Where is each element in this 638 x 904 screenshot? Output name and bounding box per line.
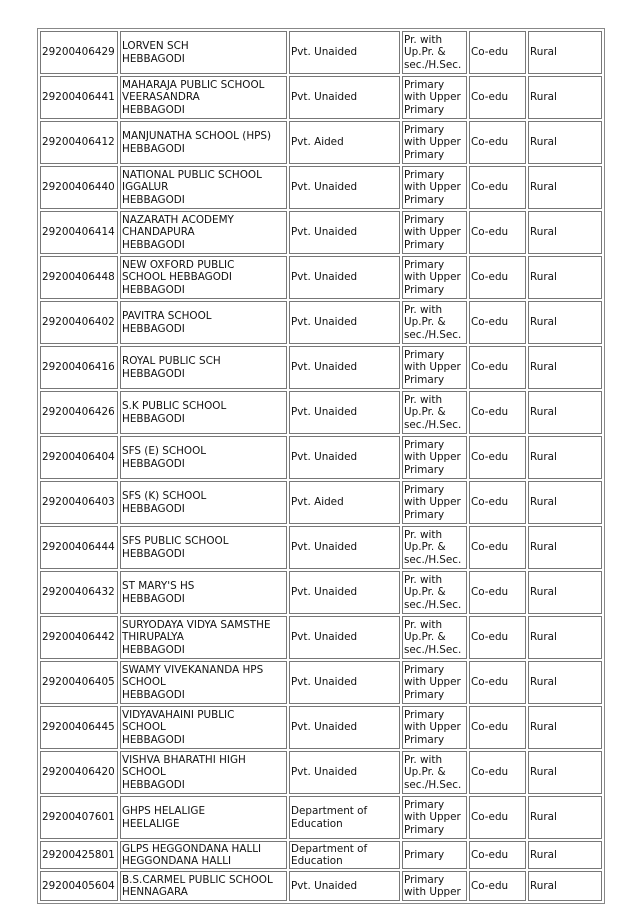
table-row — [40, 31, 602, 74]
school-code-cell: 29200406405 — [40, 661, 118, 704]
school-type-cell: Co-edu — [469, 31, 526, 74]
area-cell: Rural — [528, 31, 602, 74]
area-cell: Rural — [528, 436, 602, 479]
school-category-line: Primary — [404, 103, 445, 116]
school-category-line: with Upper — [404, 136, 461, 149]
school-name-line: HEBBAGODI — [122, 547, 185, 560]
school-name-line: VISHVA BHARATHI HIGH — [122, 753, 246, 766]
school-category-cell — [402, 526, 467, 569]
management-cell — [289, 616, 400, 659]
school-category-line: with Upper — [404, 271, 461, 284]
area-cell: Rural — [528, 706, 602, 749]
management-line: Pvt. Unaided — [291, 91, 358, 104]
school-category-line: Primary — [404, 283, 445, 296]
management-line: Pvt. Unaided — [291, 181, 358, 194]
management-line: Education — [291, 855, 343, 867]
area-cell: Rural — [528, 841, 602, 869]
area-cell: Rural — [528, 76, 602, 119]
table-row — [40, 211, 602, 254]
school-category-line: sec./H.Sec. — [404, 58, 462, 71]
school-name-line: HEBBAGODI — [122, 457, 185, 470]
management-line: Pvt. Unaided — [291, 451, 358, 464]
management-line: Education — [291, 817, 343, 830]
school-category-line: Up.Pr. & — [404, 46, 446, 59]
school-code-cell: 29200406404 — [40, 436, 118, 479]
school-category-line: Primary — [404, 483, 445, 496]
management-cell — [289, 706, 400, 749]
school-name-line: SCHOOL — [122, 721, 166, 734]
area-cell: Rural — [528, 256, 602, 299]
school-category-line: Pr. with — [404, 753, 443, 766]
school-category-line: Primary — [404, 823, 445, 836]
school-name-line: HEBBAGODI — [122, 592, 185, 605]
school-code-cell: 29200406429 — [40, 31, 118, 74]
school-name-line: SCHOOL — [122, 766, 166, 779]
table-row — [40, 751, 602, 794]
management-line: Pvt. Unaided — [291, 879, 358, 892]
management-cell — [289, 796, 400, 839]
school-category-cell — [402, 841, 467, 869]
school-category-line: Primary — [404, 848, 445, 861]
school-type-cell: Co-edu — [469, 211, 526, 254]
school-name-line: B.S.CARMEL PUBLIC SCHOOL — [122, 873, 273, 886]
school-name-line: SWAMY VIVEKANANDA HPS — [122, 663, 264, 676]
school-category-line: Primary — [404, 193, 445, 206]
school-category-line: Primary — [404, 663, 445, 676]
school-code-cell: 29200406420 — [40, 751, 118, 794]
table-row — [40, 436, 602, 479]
school-code-cell: 29200406444 — [40, 526, 118, 569]
school-name-line: SCHOOL HEBBAGODI — [122, 271, 232, 284]
area-cell: Rural — [528, 121, 602, 164]
table-row — [40, 481, 602, 524]
school-category-line: Up.Pr. & — [404, 541, 446, 554]
area-cell: Rural — [528, 481, 602, 524]
school-code-cell: 29200406412 — [40, 121, 118, 164]
school-name-line: HEBBAGODI — [122, 688, 185, 701]
school-category-line: Pr. with — [404, 528, 443, 541]
management-line: Pvt. Unaided — [291, 46, 358, 59]
management-line: Pvt. Unaided — [291, 721, 358, 734]
management-cell — [289, 121, 400, 164]
school-type-cell: Co-edu — [469, 871, 526, 901]
school-category-line: Up.Pr. & — [404, 406, 446, 419]
school-name-line: HEBBAGODI — [122, 502, 185, 515]
school-category-line: Primary — [404, 123, 445, 136]
school-category-line: with Upper — [404, 181, 461, 194]
management-cell — [289, 871, 400, 901]
table-row — [40, 391, 602, 434]
school-name-line: NEW OXFORD PUBLIC — [122, 258, 235, 271]
management-cell — [289, 256, 400, 299]
school-category-line: with Upper — [404, 91, 461, 104]
school-name-cell — [120, 571, 287, 614]
table-row — [40, 301, 602, 344]
school-category-line: sec./H.Sec. — [404, 328, 462, 341]
school-code-cell: 29200406403 — [40, 481, 118, 524]
school-category-line: with Upper — [404, 886, 461, 898]
area-cell: Rural — [528, 616, 602, 659]
management-line: Pvt. Unaided — [291, 631, 358, 644]
management-cell — [289, 166, 400, 209]
school-name-cell — [120, 616, 287, 659]
school-category-cell — [402, 871, 467, 901]
school-type-cell: Co-edu — [469, 751, 526, 794]
school-name-line: HEBBAGODI — [122, 778, 185, 791]
table-row — [40, 256, 602, 299]
school-name-line: VEERASANDRA — [122, 91, 200, 104]
school-category-cell — [402, 301, 467, 344]
school-name-line: VIDYAVAHAINI PUBLIC — [122, 708, 235, 721]
management-line: Pvt. Unaided — [291, 406, 358, 419]
school-type-cell: Co-edu — [469, 616, 526, 659]
table-row — [40, 871, 602, 901]
school-category-line: Primary — [404, 438, 445, 451]
school-category-line: with Upper — [404, 226, 461, 239]
area-cell: Rural — [528, 796, 602, 839]
management-line: Pvt. Unaided — [291, 676, 358, 689]
management-cell — [289, 346, 400, 389]
area-cell: Rural — [528, 211, 602, 254]
school-type-cell: Co-edu — [469, 436, 526, 479]
school-category-cell — [402, 571, 467, 614]
school-category-line: sec./H.Sec. — [404, 598, 462, 611]
school-code-cell: 29200425801 — [40, 841, 118, 869]
management-cell — [289, 481, 400, 524]
school-name-line: SURYODAYA VIDYA SAMSTHE — [122, 618, 271, 631]
management-line: Pvt. Unaided — [291, 541, 358, 554]
table-row — [40, 796, 602, 839]
school-name-line: NATIONAL PUBLIC SCHOOL — [122, 168, 262, 181]
school-code-cell: 29200406442 — [40, 616, 118, 659]
school-category-line: Primary — [404, 238, 445, 251]
school-list-page — [37, 28, 605, 904]
table-row — [40, 346, 602, 389]
school-category-cell — [402, 31, 467, 74]
school-category-line: Pr. with — [404, 303, 443, 316]
school-code-cell: 29200406416 — [40, 346, 118, 389]
school-name-cell — [120, 166, 287, 209]
school-type-cell: Co-edu — [469, 391, 526, 434]
school-type-cell: Co-edu — [469, 481, 526, 524]
school-name-line: THIRUPALYA — [122, 631, 184, 644]
school-category-cell — [402, 661, 467, 704]
school-category-line: Pr. with — [404, 393, 443, 406]
school-code-cell: 29200406426 — [40, 391, 118, 434]
school-table-body — [40, 31, 602, 901]
area-cell: Rural — [528, 871, 602, 901]
management-cell — [289, 571, 400, 614]
school-category-cell — [402, 76, 467, 119]
school-name-cell — [120, 391, 287, 434]
school-category-line: Primary — [404, 688, 445, 701]
management-cell — [289, 751, 400, 794]
school-name-cell — [120, 841, 287, 869]
school-name-cell — [120, 76, 287, 119]
school-category-line: sec./H.Sec. — [404, 643, 462, 656]
table-row — [40, 526, 602, 569]
table-row — [40, 166, 602, 209]
school-category-line: Up.Pr. & — [404, 586, 446, 599]
school-category-line: sec./H.Sec. — [404, 778, 462, 791]
school-name-line: HEBBAGODI — [122, 142, 185, 155]
management-line: Pvt. Unaided — [291, 316, 358, 329]
school-category-line: Up.Pr. & — [404, 316, 446, 329]
school-category-cell — [402, 391, 467, 434]
school-name-line: NAZARATH ACODEMY — [122, 213, 234, 226]
school-code-cell: 29200406414 — [40, 211, 118, 254]
school-name-cell — [120, 706, 287, 749]
school-code-cell: 29200406432 — [40, 571, 118, 614]
school-category-cell — [402, 751, 467, 794]
management-cell — [289, 391, 400, 434]
management-line: Pvt. Unaided — [291, 586, 358, 599]
school-name-line: SFS (E) SCHOOL — [122, 445, 207, 457]
school-category-cell — [402, 481, 467, 524]
school-name-line: HEBBAGODI — [122, 733, 185, 746]
school-name-line: HEBBAGODI — [122, 643, 185, 656]
area-cell: Rural — [528, 751, 602, 794]
management-line: Pvt. Unaided — [291, 361, 358, 374]
school-category-cell — [402, 256, 467, 299]
school-category-line: Pr. with — [404, 618, 443, 631]
management-line: Department of — [291, 842, 368, 855]
management-cell — [289, 526, 400, 569]
school-type-cell: Co-edu — [469, 796, 526, 839]
school-name-cell — [120, 301, 287, 344]
area-cell: Rural — [528, 571, 602, 614]
management-line: Department of — [291, 805, 368, 817]
school-category-cell — [402, 121, 467, 164]
area-cell: Rural — [528, 391, 602, 434]
management-cell — [289, 76, 400, 119]
area-cell: Rural — [528, 661, 602, 704]
school-name-line: HEBBAGODI — [122, 367, 185, 380]
school-name-line: LORVEN SCH — [122, 40, 189, 52]
school-type-cell: Co-edu — [469, 571, 526, 614]
school-code-cell: 29200405604 — [40, 871, 118, 901]
school-category-line: Primary — [404, 78, 445, 91]
management-line: Pvt. Unaided — [291, 271, 358, 284]
school-name-line: HEGGONDANA HALLI — [122, 855, 232, 867]
school-category-cell — [402, 211, 467, 254]
school-name-line: ROYAL PUBLIC SCH — [122, 355, 221, 367]
management-cell — [289, 31, 400, 74]
school-name-line: ST MARY'S HS — [122, 580, 195, 592]
management-cell — [289, 661, 400, 704]
school-category-line: Up.Pr. & — [404, 631, 446, 644]
management-line: Pvt. Aided — [291, 496, 344, 509]
school-name-line: HEELALIGE — [122, 817, 180, 830]
school-name-cell — [120, 31, 287, 74]
school-category-line: Up.Pr. & — [404, 766, 446, 779]
school-code-cell: 29200406448 — [40, 256, 118, 299]
school-name-line: MANJUNATHA SCHOOL (HPS) — [122, 130, 272, 142]
school-category-line: Primary — [404, 348, 445, 361]
table-row — [40, 841, 602, 869]
school-name-line: HEBBAGODI — [122, 52, 185, 65]
school-name-line: HEBBAGODI — [122, 193, 185, 206]
management-cell — [289, 301, 400, 344]
school-category-cell — [402, 436, 467, 479]
school-type-cell: Co-edu — [469, 166, 526, 209]
school-category-line: Primary — [404, 873, 445, 886]
school-category-line: with Upper — [404, 496, 461, 509]
management-cell — [289, 841, 400, 869]
school-category-line: Primary — [404, 213, 445, 226]
school-category-line: Primary — [404, 733, 445, 746]
school-category-line: Primary — [404, 373, 445, 386]
school-name-cell — [120, 481, 287, 524]
school-name-cell — [120, 751, 287, 794]
table-row — [40, 706, 602, 749]
management-cell — [289, 436, 400, 479]
table-row — [40, 121, 602, 164]
school-name-cell — [120, 796, 287, 839]
school-code-cell: 29200406445 — [40, 706, 118, 749]
school-name-line: SFS PUBLIC SCHOOL — [122, 535, 229, 547]
school-code-cell: 29200406402 — [40, 301, 118, 344]
table-row — [40, 616, 602, 659]
school-category-line: sec./H.Sec. — [404, 553, 462, 566]
school-type-cell: Co-edu — [469, 76, 526, 119]
school-type-cell: Co-edu — [469, 301, 526, 344]
school-name-cell — [120, 346, 287, 389]
school-category-line: with Upper — [404, 361, 461, 374]
management-cell — [289, 211, 400, 254]
area-cell: Rural — [528, 301, 602, 344]
school-name-cell — [120, 436, 287, 479]
school-name-line: SCHOOL — [122, 676, 166, 689]
school-name-cell — [120, 661, 287, 704]
school-category-line: Pr. with — [404, 573, 443, 586]
school-table — [37, 28, 605, 904]
school-type-cell: Co-edu — [469, 121, 526, 164]
school-type-cell: Co-edu — [469, 526, 526, 569]
school-name-line: HEBBAGODI — [122, 412, 185, 425]
school-name-line: PAVITRA SCHOOL — [122, 310, 212, 322]
school-name-line: S.K PUBLIC SCHOOL — [122, 400, 227, 412]
school-category-line: with Upper — [404, 676, 461, 689]
school-category-line: Primary — [404, 798, 445, 811]
school-category-line: with Upper — [404, 451, 461, 464]
school-type-cell: Co-edu — [469, 346, 526, 389]
school-name-cell — [120, 871, 287, 901]
school-name-line: GHPS HELALIGE — [122, 805, 206, 817]
school-name-cell — [120, 211, 287, 254]
school-category-line: Primary — [404, 148, 445, 161]
school-name-cell — [120, 256, 287, 299]
school-name-line: SFS (K) SCHOOL — [122, 490, 207, 502]
school-category-line: with Upper — [404, 811, 461, 824]
school-category-cell — [402, 616, 467, 659]
area-cell: Rural — [528, 166, 602, 209]
area-cell: Rural — [528, 346, 602, 389]
school-name-line: GLPS HEGGONDANA HALLI — [122, 842, 262, 855]
school-code-cell: 29200407601 — [40, 796, 118, 839]
management-line: Pvt. Unaided — [291, 226, 358, 239]
management-line: Pvt. Aided — [291, 136, 344, 149]
school-type-cell: Co-edu — [469, 841, 526, 869]
school-code-cell: 29200406441 — [40, 76, 118, 119]
school-name-line: HEBBAGODI — [122, 322, 185, 335]
school-category-cell — [402, 706, 467, 749]
school-category-line: Pr. with — [404, 33, 443, 46]
school-category-line: Primary — [404, 508, 445, 521]
school-category-line: Primary — [404, 463, 445, 476]
area-cell: Rural — [528, 526, 602, 569]
school-type-cell: Co-edu — [469, 661, 526, 704]
school-type-cell: Co-edu — [469, 256, 526, 299]
school-category-line: Primary — [404, 168, 445, 181]
school-category-cell — [402, 796, 467, 839]
table-row — [40, 571, 602, 614]
school-name-line: CHANDAPURA — [122, 226, 195, 239]
school-code-cell: 29200406440 — [40, 166, 118, 209]
school-name-line: HEBBAGODI — [122, 103, 185, 116]
school-type-cell: Co-edu — [469, 706, 526, 749]
school-category-cell — [402, 346, 467, 389]
school-name-line: MAHARAJA PUBLIC SCHOOL — [122, 78, 265, 91]
school-category-cell — [402, 166, 467, 209]
school-category-line: Primary — [404, 708, 445, 721]
school-category-line: with Upper — [404, 721, 461, 734]
table-row — [40, 661, 602, 704]
school-name-cell — [120, 121, 287, 164]
school-name-cell — [120, 526, 287, 569]
school-category-line: sec./H.Sec. — [404, 418, 462, 431]
school-name-line: HENNAGARA — [122, 886, 188, 898]
management-line: Pvt. Unaided — [291, 766, 358, 779]
table-row — [40, 76, 602, 119]
school-name-line: HEBBAGODI — [122, 238, 185, 251]
school-name-line: HEBBAGODI — [122, 283, 185, 296]
school-category-line: Primary — [404, 258, 445, 271]
school-name-line: IGGALUR — [122, 181, 169, 194]
